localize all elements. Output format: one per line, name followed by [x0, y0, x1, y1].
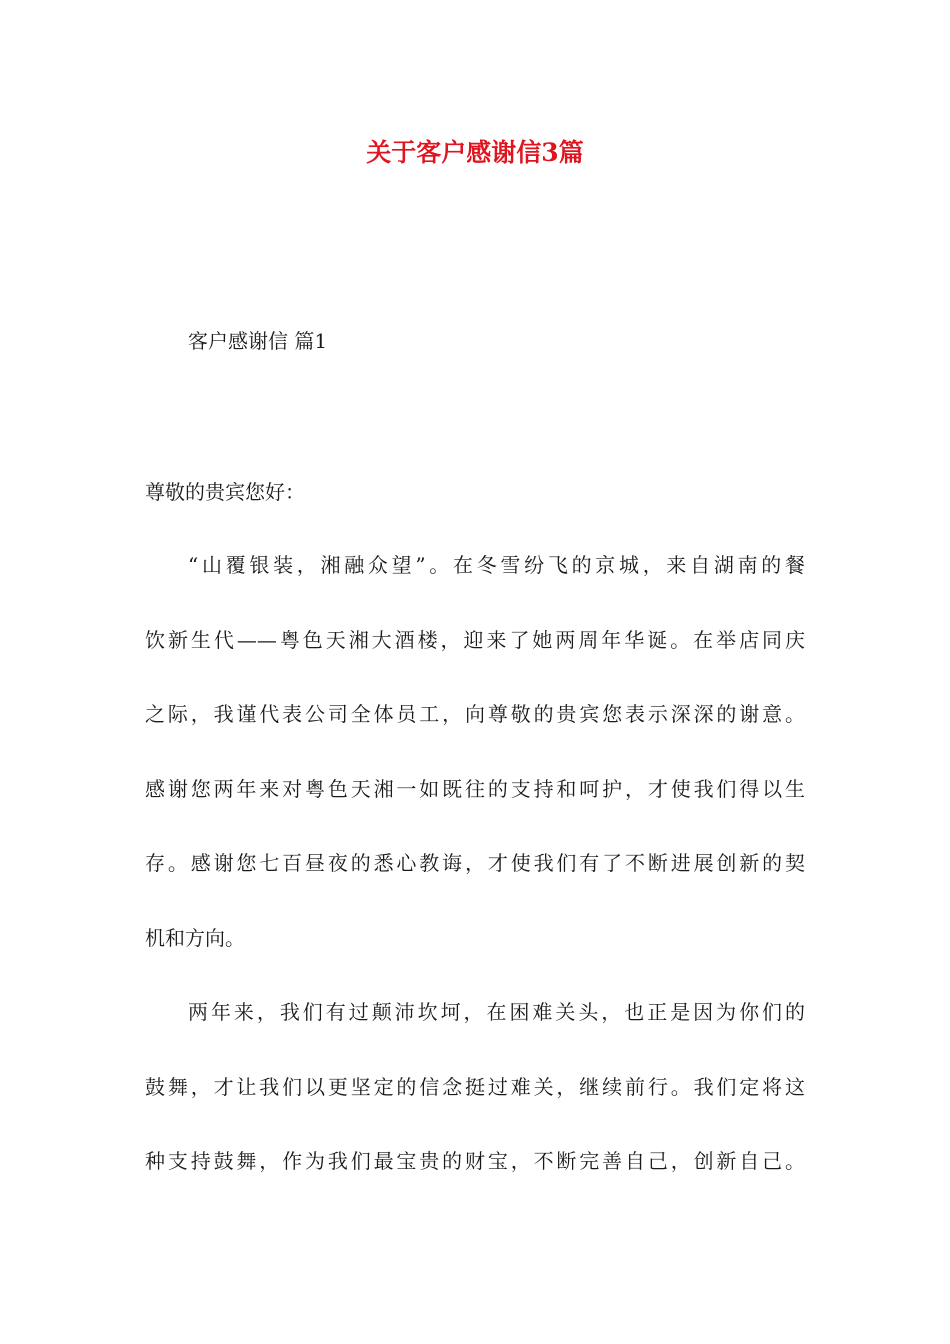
- paragraph-line: 之际，我谨代表公司全体员工，向尊敬的贵宾您表示深深的谢意。: [145, 702, 805, 726]
- section-heading: 客户感谢信 篇1: [188, 329, 328, 353]
- paragraph-line: 存。感谢您七百昼夜的悉心教诲，才使我们有了不断进展创新的契: [145, 851, 805, 875]
- paragraph-line: 感谢您两年来对粤色天湘一如既往的支持和呵护，才使我们得以生: [145, 777, 805, 801]
- paragraph-line: 机和方向。: [145, 926, 245, 950]
- paragraph-line: 两年来，我们有过颠沛坎坷，在困难关头，也正是因为你们的: [188, 1000, 805, 1024]
- paragraph-line: 种支持鼓舞，作为我们最宝贵的财宝，不断完善自己，创新自己。: [145, 1149, 805, 1173]
- salutation: 尊敬的贵宾您好：: [145, 480, 305, 504]
- paragraph-line: 饮新生代——粤色天湘大酒楼，迎来了她两周年华诞。在举店同庆: [145, 628, 805, 652]
- paragraph-line: “山覆银装，湘融众望”。在冬雪纷飞的京城，来自湖南的餐: [188, 553, 805, 577]
- document-title: 关于客户感谢信3篇: [366, 138, 584, 167]
- paragraph-line: 鼓舞，才让我们以更坚定的信念挺过难关，继续前行。我们定将这: [145, 1075, 805, 1099]
